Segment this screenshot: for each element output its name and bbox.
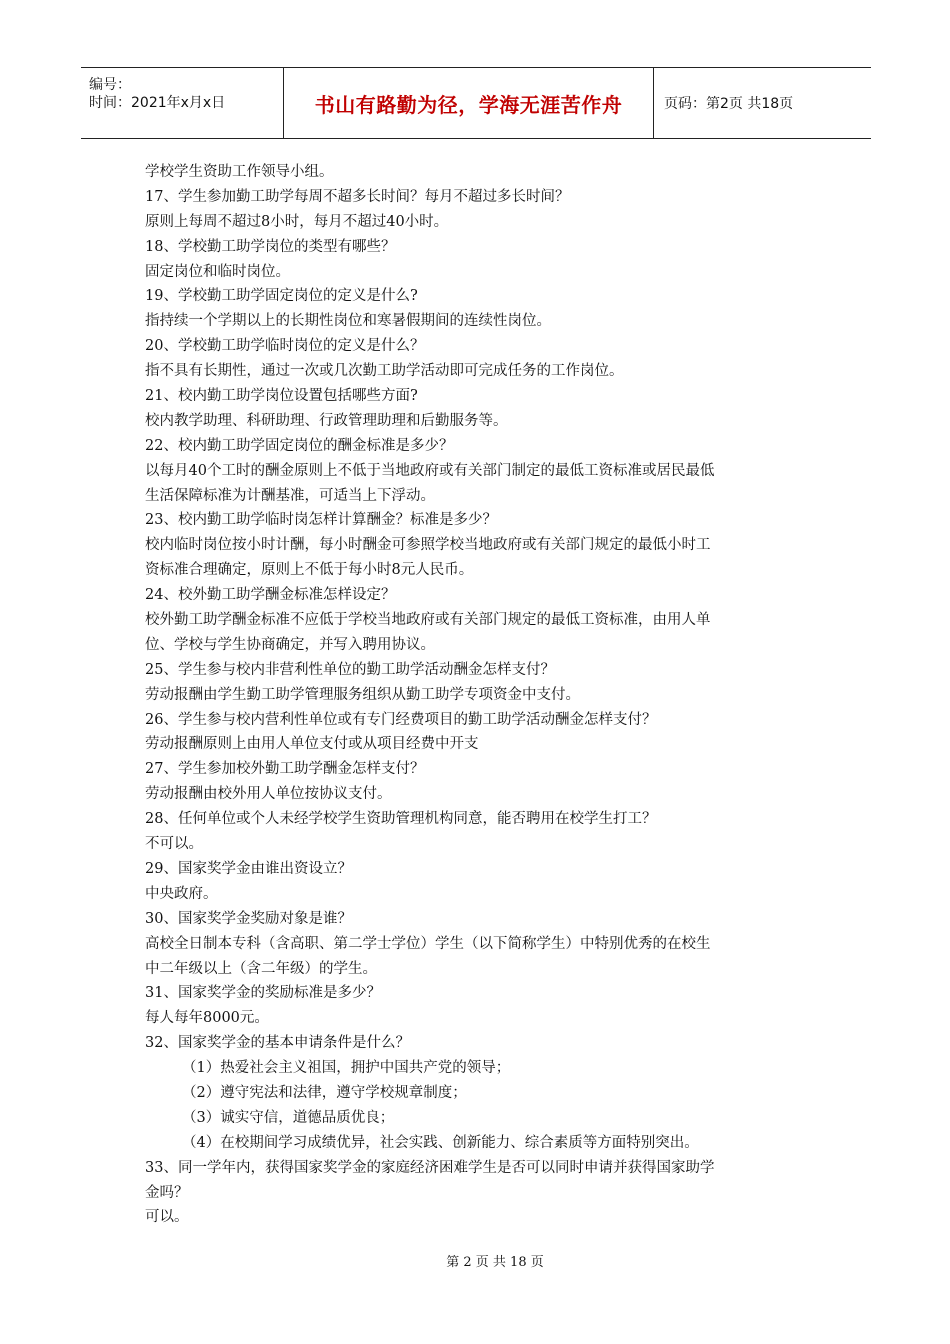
- text-line: 中二年级以上（含二年级）的学生。: [145, 960, 377, 977]
- text-line: 32、国家奖学金的基本申请条件是什么？: [145, 1035, 410, 1052]
- text-line: 学校学生资助工作领导小组。: [145, 164, 334, 180]
- page-footer: [0, 1251, 950, 1270]
- text-line: 27、学生参加校外勤工助学酬金怎样支付？: [145, 761, 425, 778]
- text-line: 每人每年8000元。: [145, 1010, 269, 1027]
- text-line: （3）诚实守信，道德品质优良；: [182, 1109, 395, 1126]
- text-line: 中央政府。: [145, 885, 218, 902]
- text-line: 22、校内勤工助学固定岗位的酬金标准是多少？: [145, 437, 454, 454]
- text-line: （2）遵守宪法和法律，遵守学校规章制度；: [182, 1084, 467, 1101]
- text-line: 资标准合理确定，原则上不低于每小时8元人民币。: [145, 562, 474, 579]
- text-line: 23、校内勤工助学临时岗怎样计算酬金？标准是多少？: [145, 512, 497, 529]
- text-line: 30、国家奖学金奖励对象是谁？: [145, 910, 352, 927]
- text-line: 劳动报酬原则上由用人单位支付或从项目经费中开支: [145, 736, 479, 753]
- text-line: 可以。: [145, 1209, 189, 1226]
- text-line: 31、国家奖学金的奖励标准是多少？: [145, 985, 381, 1002]
- text-line: 校内临时岗位按小时计酬，每小时酬金可参照学校当地政府或有关部门规定的最低小时工: [145, 537, 711, 554]
- text-line: （4）在校期间学习成绩优异，社会实践、创新能力、综合素质等方面特别突出。: [182, 1134, 699, 1151]
- text-line: 19、学校勤工助学固定岗位的定义是什么?: [145, 288, 418, 305]
- header-motto: [284, 68, 654, 138]
- text-line: 校内教学助理、科研助理、行政管理助理和后勤服务等。: [145, 412, 508, 429]
- text-line: 21、校内勤工助学岗位设置包括哪些方面?: [145, 388, 418, 405]
- page-number-label: 页码：第2页 共18页: [664, 96, 794, 112]
- text-line: 26、学生参与校内营利性单位或有专门经费项目的勤工助学活动酬金怎样支付？: [145, 711, 657, 728]
- text-line: 29、国家奖学金由谁出资设立？: [145, 860, 352, 877]
- text-line: 校外勤工助学酬金标准不应低于学校当地政府或有关部门规定的最低工资标准，由用人单: [145, 612, 711, 629]
- document-body: [145, 160, 820, 1230]
- text-line: 指持续一个学期以上的长期性岗位和寒暑假期间的连续性岗位。: [145, 313, 551, 330]
- text-line: 33、同一学年内，获得国家奖学金的家庭经济困难学生是否可以同时申请并获得国家助学: [145, 1159, 715, 1176]
- text-line: 原则上每周不超过8小时，每月不超过40小时。: [145, 213, 449, 230]
- text-line: 18、学校勤工助学岗位的类型有哪些？: [145, 238, 396, 255]
- text-line: 固定岗位和临时岗位。: [145, 263, 290, 280]
- text-line: 以每月40个工时的酬金原则上不低于当地政府或有关部门制定的最低工资标准或居民最低: [145, 462, 715, 479]
- text-line: 位、学校与学生协商确定，并写入聘用协议。: [145, 636, 435, 653]
- motto-text: 书山有路勤为径，学海无涯苦作舟: [314, 92, 623, 117]
- text-line: 劳动报酬由校外用人单位按协议支付。: [145, 786, 392, 803]
- text-line: 不可以。: [145, 836, 203, 853]
- text-line: 24、校外勤工助学酬金标准怎样设定？: [145, 587, 396, 604]
- doc-date-label: 时间：2021年x月x日: [89, 95, 226, 111]
- doc-number-label: 编号：: [89, 77, 131, 93]
- header-page-number: [654, 68, 871, 138]
- text-line: 劳动报酬由学生勤工助学管理服务组织从勤工助学专项资金中支付。: [145, 686, 580, 703]
- text-line: 金吗？: [145, 1184, 189, 1201]
- text-line: 20、学校勤工助学临时岗位的定义是什么？: [145, 338, 425, 355]
- text-line: 生活保障标准为计酬基准，可适当上下浮动。: [145, 487, 435, 504]
- footer-page-number: 第 2 页 共 18 页: [446, 1255, 544, 1270]
- header-meta: [81, 68, 284, 138]
- text-line: 25、学生参与校内非营利性单位的勤工助学活动酬金怎样支付？: [145, 661, 555, 678]
- text-line: 17、学生参加勤工助学每周不超多长时间？每月不超过多长时间？: [145, 188, 570, 205]
- text-line: 28、任何单位或个人未经学校学生资助管理机构同意，能否聘用在校学生打工？: [145, 811, 657, 828]
- text-line: （1）热爱社会主义祖国，拥护中国共产党的领导；: [182, 1060, 511, 1077]
- page-header: [81, 67, 871, 139]
- text-line: 高校全日制本专科（含高职、第二学士学位）学生（以下简称学生）中特别优秀的在校生: [145, 935, 711, 952]
- text-line: 指不具有长期性，通过一次或几次勤工助学活动即可完成任务的工作岗位。: [145, 363, 624, 380]
